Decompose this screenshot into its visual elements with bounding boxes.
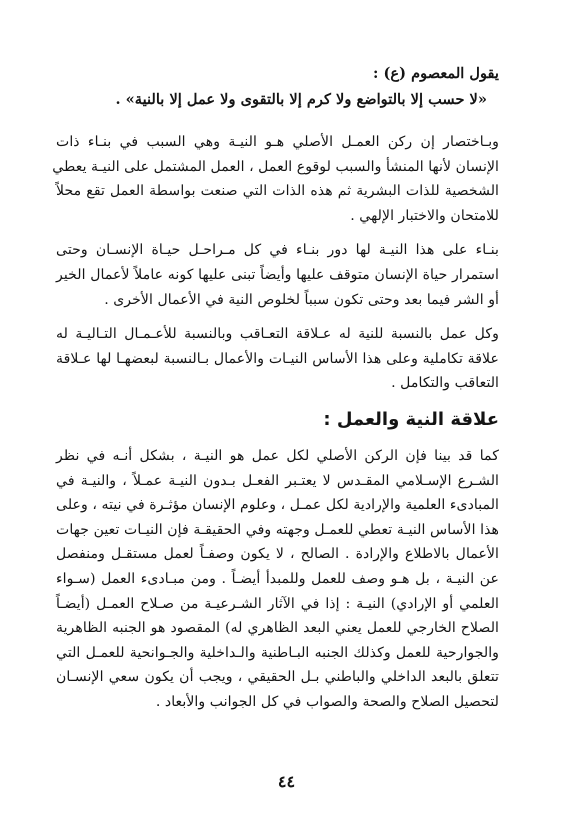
section-heading: علاقة النية والعمل : — [323, 408, 499, 430]
section-paragraph — [56, 444, 499, 715]
quote-line: «لا حسب إلا بالتواضع ولا كرم إلا بالتقوى ولا عمل إلا بالنية» . — [115, 91, 487, 108]
text-line: الإنسان لأنها المنشأ والسبب لوقوع العمل ، العمل المشتمل على النيـة يعطي — [52, 158, 499, 175]
text-line: العلمي أو الإرادي) النيـة : إذا في الآثار الشـرعيـة من صـلاح العمـل (أيضـاً — [56, 595, 499, 612]
text-line: هذا الأساس النيـة تعطي للعمـل وجهته وفي الحقيقـة فإن النيـات تعين جهات — [56, 521, 499, 538]
paragraph — [52, 130, 499, 228]
text-line: للامتحان والاختبار الإلهي . — [350, 207, 499, 224]
text-line: الشخصية للذات البشرية ثم هذه الذات التي صنعت بواسطة العمل تقع محلاً — [56, 183, 499, 200]
text-line: وبـاختصار إن ركن العمـل الأصلي هـو النيـة وهي السبب في بنـاء ذات — [56, 134, 499, 150]
body-paragraphs — [52, 130, 499, 396]
text-line: والجوارحية للعمل وكذلك الجنبه البـاطنية والـداخلية والجـوانحية للعمـل التي — [56, 644, 499, 661]
text-line: الأعمال بالاطلاع والإرادة . الصالح ، لا يكون وصفـاً لعمل مستقـل ومنفصل — [56, 546, 499, 563]
paragraph — [56, 238, 499, 312]
text-line: كما قد بينا فإن الركن الأصلي لكل عمل هو النيـة ، بشكل أنـه في نظر — [56, 447, 499, 464]
text-line: لتحصيل الصلاح والصحة والصواب في كل الجوانب والأبعاد . — [155, 693, 499, 710]
text-line: التعاقب والتكامل . — [391, 375, 499, 392]
text-line: الصلاح الخارجي للعمل يعني البعد الظاهري له) المقصود هو الجنبه الظاهرية — [56, 620, 499, 637]
page-number: ٤٤ — [277, 772, 296, 791]
text-line: الشـرع الإسـلامي المقـدس لا يعتـبر الفعـل بـدون النيـة عمـلاً ، والنيـة في — [56, 472, 499, 489]
text-line: عن النيـة ، بل هـو وصف للعمل وللمبدأ أيضـاً . ومن مبـادىء العمل (سـواء — [56, 570, 499, 587]
text-line: أو الشر فيما بعد وحتى تكون سبباً لخلوص النية في الأعمال الأخرى . — [104, 291, 499, 308]
text-line: استمرار حياة الإنسان متوقف عليها وأيضاً تبنى عليها كونه عاملاً لأعمال الخير — [56, 266, 499, 283]
text-line: بنـاء على هذا النيـة لها دور بنـاء في كل مـراحـل حيـاة الإنسـان وحتى — [56, 242, 499, 259]
intro-line: يقول المعصوم (ع) : — [373, 65, 499, 82]
text-line: علاقة تكاملية وعلى هذا الأساس النيـات والأعمال بـالنسبة لبعضهـا لها عـلاقة — [56, 350, 499, 367]
text-line: وكل عمل بالنسبة للنية له عـلاقة التعـاقب وبالنسبة للأعـمـال التـاليـة له — [56, 326, 499, 343]
paragraph — [56, 322, 499, 396]
text-line: تتعلق بالبعد الداخلي والباطني بـل الحقيقي ، ويجب أن يكون سعي الإنسـان — [56, 669, 499, 686]
text-line: المبادىء العلمية والإرادية لكل عمـل ، وعلوم الإنسان مؤثـرة في نيته ، وعلى — [56, 497, 499, 514]
